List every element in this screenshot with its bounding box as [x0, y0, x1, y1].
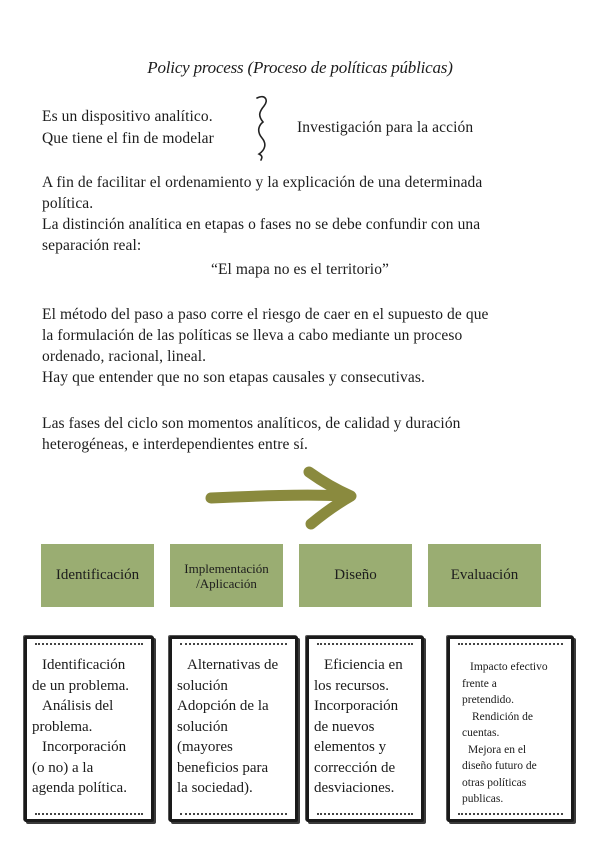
paragraph-line: política.: [42, 195, 94, 212]
card-line: otras políticas: [462, 776, 527, 789]
card-text: [177, 655, 292, 799]
paragraph-line: separación real:: [42, 237, 142, 254]
card-line: Incorporación: [42, 739, 127, 755]
card-evaluacion: [447, 636, 574, 822]
paragraph-1: [42, 172, 582, 256]
stage-diseno: [299, 544, 412, 607]
card-line: la sociedad).: [177, 780, 253, 796]
card-line: Mejora en el: [468, 743, 527, 756]
card-line: solución: [177, 718, 228, 735]
card-line: pretendido.: [462, 694, 515, 706]
card-line: Análisis del: [42, 698, 114, 714]
card-line: cuentas.: [462, 727, 500, 739]
card-line: Alternativas de: [187, 657, 279, 673]
card-text: [32, 655, 148, 799]
paragraph-line: La distinción analítica en etapas o fases no se debe confundir con una: [42, 216, 481, 233]
card-line: Identificación: [42, 657, 126, 673]
paragraph-line: la formulación de las políticas se lleva a cabo mediante un proceso: [42, 327, 463, 344]
card-line: agenda política.: [32, 780, 127, 796]
stage-identificacion: [41, 544, 154, 607]
arrow-right-icon: [205, 462, 365, 532]
card-line: desviaciones.: [314, 780, 395, 796]
card-line: problema.: [32, 718, 93, 735]
paragraph-line: A fin de facilitar el ordenamiento y la explicación de una determinada: [42, 174, 483, 191]
stage-label: Diseño: [334, 567, 377, 583]
card-line: frente a: [462, 677, 497, 690]
intro-line-2: Que tiene el fin de modelar: [42, 130, 214, 147]
stage-label: Evaluación: [450, 567, 519, 583]
card-line: solución: [177, 677, 228, 694]
card-text: [462, 659, 568, 808]
stage-evaluacion: [428, 544, 541, 607]
stage-label: /Aplicación: [196, 575, 257, 591]
card-line: los recursos.: [314, 677, 389, 694]
paragraph-line: Las fases del ciclo son momentos analíticos, de calidad y duración: [42, 415, 461, 432]
card-implementacion: [169, 636, 298, 822]
card-diseno: [306, 636, 424, 822]
quote: “El mapa no es el territorio”: [210, 261, 390, 278]
card-line: publicas.: [462, 793, 504, 805]
card-line: (o no) a la: [32, 759, 94, 776]
card-text: [314, 655, 418, 799]
curly-brace-icon: [251, 92, 273, 162]
card-line: diseño futuro de: [462, 760, 537, 772]
card-line: elementos y: [314, 739, 387, 755]
card-identificacion: [24, 636, 154, 822]
card-line: de un problema.: [32, 677, 130, 694]
page-title: Policy process (Proceso de políticas públicas): [147, 58, 453, 77]
intro-line-1: Es un dispositivo analítico.: [42, 108, 213, 125]
paragraph-line: ordenado, racional, lineal.: [42, 348, 207, 365]
card-line: beneficios para: [177, 759, 269, 776]
paragraph-line: El método del paso a paso corre el riesgo de caer en el supuesto de que: [42, 306, 489, 323]
card-line: Adopción de la: [177, 698, 269, 714]
card-line: Impacto efectivo: [470, 661, 548, 673]
card-line: (mayores: [177, 739, 233, 755]
paragraph-2: [42, 304, 582, 388]
card-line: Rendición de: [472, 710, 533, 723]
card-line: de nuevos: [314, 718, 375, 735]
card-line: corrección de: [314, 759, 396, 776]
paragraph-line: heterogéneas, e interdependientes entre sí.: [42, 436, 308, 453]
stage-label: Implementación: [184, 560, 269, 576]
brace-label: Investigación para la acción: [297, 119, 474, 136]
paragraph-line: Hay que entender que no son etapas causales y consecutivas.: [42, 369, 425, 386]
card-line: Incorporación: [314, 698, 399, 714]
stage-label: Identificación: [55, 567, 140, 583]
paragraph-3: [42, 413, 582, 455]
card-line: Eficiencia en: [324, 657, 403, 673]
stage-implementacion: [170, 544, 283, 607]
